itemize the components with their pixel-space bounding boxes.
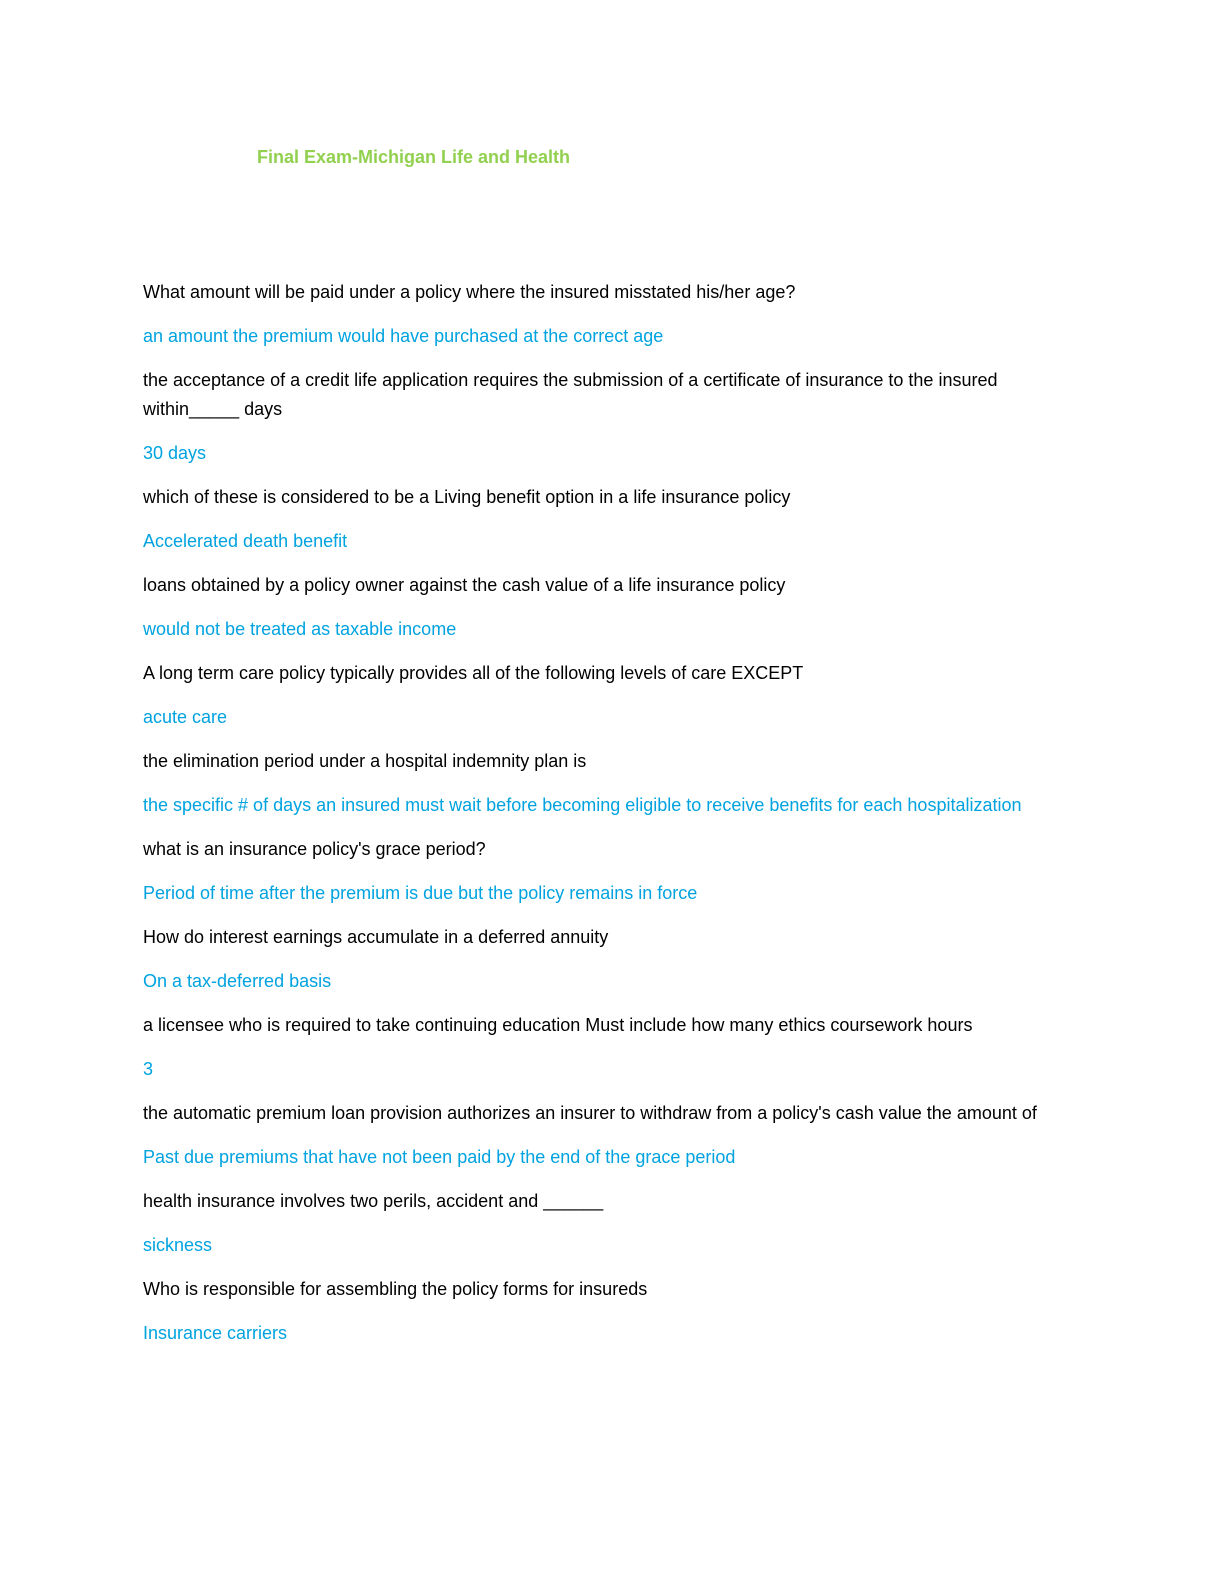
question-text: a licensee who is required to take continuing education Must include how many ethics coursework hours [143,1015,973,1035]
answer-text: Accelerated death benefit [143,531,348,551]
answer-text: an amount the premium would have purchased at the correct age [143,326,664,346]
question-text: What amount will be paid under a policy where the insured misstated his/her age? [143,282,796,302]
qa-list [143,278,1083,1363]
question-text: the automatic premium loan provision authorizes an insurer to withdraw from a policy's cash value the amount of [143,1103,1037,1123]
question-text: the acceptance of a credit life application requires the submission of a certificate of insurance to the insured within_____ days [143,370,998,419]
question-text: loans obtained by a policy owner against the cash value of a life insurance policy [143,575,786,595]
answer-text: Past due premiums that have not been paid by the end of the grace period [143,1147,736,1167]
answer-text: would not be treated as taxable income [143,619,457,639]
answer-text: 3 [143,1059,154,1079]
question-text: health insurance involves two perils, accident and ______ [143,1191,604,1211]
document-title: Final Exam-Michigan Life and Health [257,147,571,167]
question-text: which of these is considered to be a Living benefit option in a life insurance policy [143,487,791,507]
answer-text: Insurance carriers [143,1323,288,1343]
answer-text: Period of time after the premium is due but the policy remains in force [143,883,698,903]
question-text: the elimination period under a hospital indemnity plan is [143,751,587,771]
answer-text: 30 days [143,443,207,463]
answer-text: the specific # of days an insured must wait before becoming eligible to receive benefits for each hospitalization [143,795,1022,815]
question-text: what is an insurance policy's grace period? [143,839,486,859]
question-text: Who is responsible for assembling the policy forms for insureds [143,1279,648,1299]
question-text: How do interest earnings accumulate in a deferred annuity [143,927,609,947]
question-text: A long term care policy typically provides all of the following levels of care EXCEPT [143,663,804,683]
answer-text: On a tax-deferred basis [143,971,332,991]
answer-text: acute care [143,707,228,727]
answer-text: sickness [143,1235,213,1255]
